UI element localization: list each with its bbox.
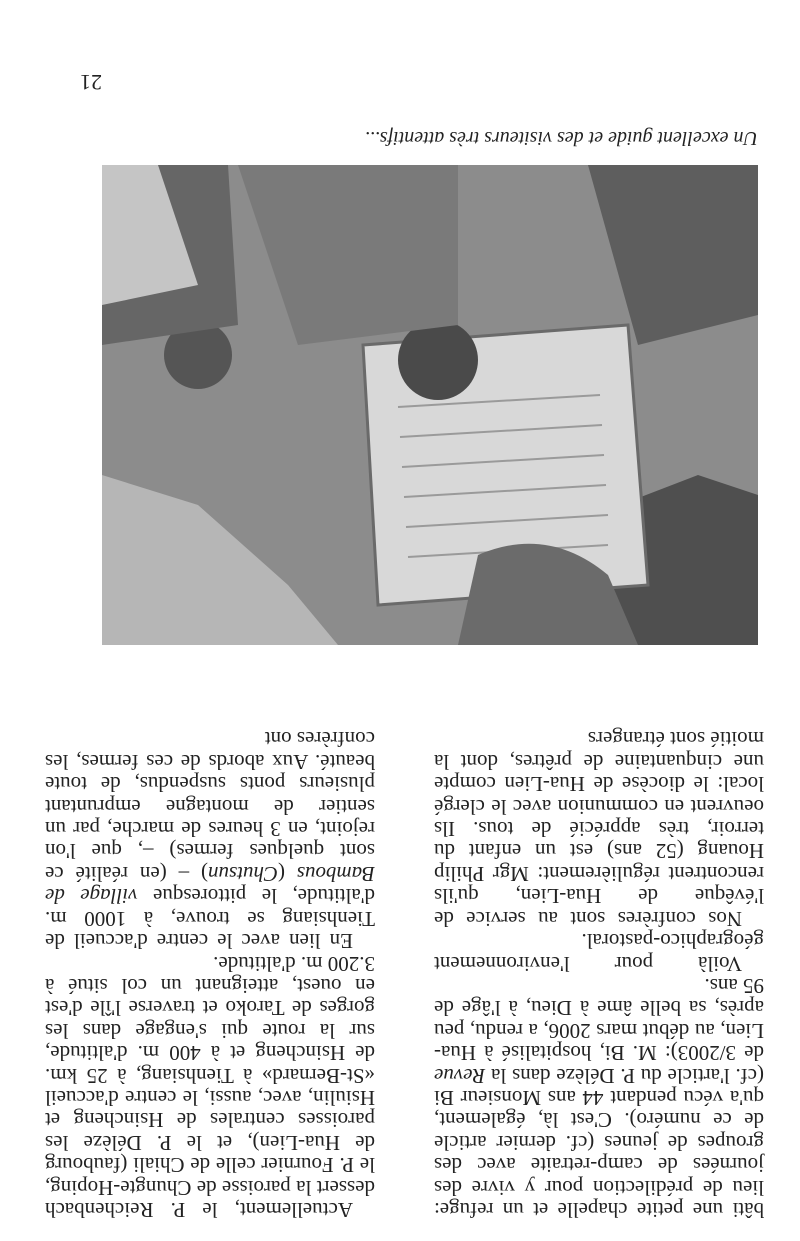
person-visitor-head (398, 320, 478, 400)
paragraph: Voilà pour l'environnement géographico-pastoral. (434, 929, 764, 976)
paragraph: Nos confrères sont au service de l'évêque de Hua-Lien, qu'ils rencontrent régulièrement: Mgr Philip Houang (52 ans) est un enfant du terroir, très apprécié de tous. Ils oeuvrent en communion avec le clergé local: le diocèse de Hua-Lien compte une cinquantaine de prêtres, dont la moitié sont étrangers (434, 727, 764, 931)
paragraph: bâti une petite chapelle et un refuge: lieu de prédilection pour y vivre des journées de camp-retraite avec des groupes de jeunes (cf. dernier article de ce numéro). C'est là, également, qu'a vécu pendant 44 ans Monsieur Bi (cf. l'article du P. Délèze dans la Revue de 3/2003): M. Bi, hospitalisé à Hua-Lien, au début mars 2006, a rendu, peu après, sa belle âme à Dieu, à l'âge de 95 ans. (434, 973, 764, 1222)
text-column-right (45, 728, 375, 1221)
photo-caption: Un excellent guide et des visiteurs très attentifs... (364, 127, 758, 149)
paragraph: Actuellement, le P. Reichenbach dessert la paroisse de Chungte-Hoping, le P. Fournier celle de Chiali (faubourg de Hua-Lien), et le P. Délèze les paroisses centrales de Hsincheng et Hsiulin, avec, aussi, le centre d'accueil «St-Bernard» à Tienhsiang, à 25 km. de Hsincheng et à 400 m. d'altitude, sur la route qui s'engage dans les gorges de Taroko et traverse l'île d'est en ouest, atteignant un col situé à 3.200 m. d'altitude. (45, 951, 375, 1222)
photo-memorial-stone (102, 165, 758, 645)
page-number: 21 (80, 70, 102, 95)
paragraph: En lien avec le centre d'accueil de Tienhsiang se trouve, à 1000 m. d'altitude, le pittoresque village de Bambous (Chutsun) – (en réalité ce sont quelques fermes) –, que l'on rejoint, en 3 heures de marche, par un sentier de montagne empruntant plusieurs ponts suspendus, de toute beauté. Aux abords de ces fermes, les confrères ont (45, 727, 375, 954)
text-column-left (434, 728, 764, 1221)
photo-illustration (102, 165, 758, 645)
